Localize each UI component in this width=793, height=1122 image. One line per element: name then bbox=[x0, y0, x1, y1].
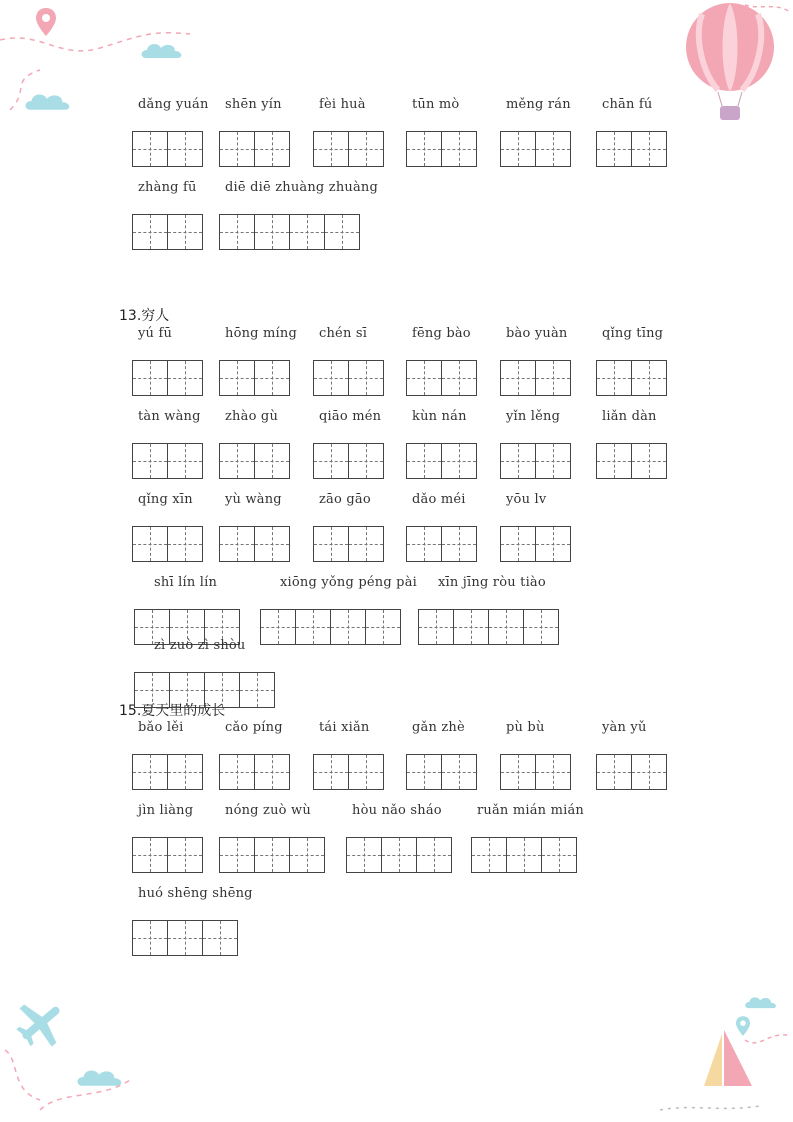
cloud-icon bbox=[22, 90, 74, 112]
tianzige-cell[interactable] bbox=[132, 920, 168, 956]
tianzige-cell[interactable] bbox=[132, 214, 168, 250]
pinyin-prompt: shēn yín bbox=[225, 97, 282, 112]
tianzige-cell[interactable] bbox=[204, 672, 240, 708]
tianzige-cell[interactable] bbox=[313, 443, 349, 479]
tianzige-cell[interactable] bbox=[418, 609, 454, 645]
tianzige-answer-grid[interactable] bbox=[500, 131, 572, 169]
tianzige-answer-grid[interactable] bbox=[313, 360, 385, 398]
tianzige-cell[interactable] bbox=[631, 443, 667, 479]
tianzige-cell[interactable] bbox=[313, 526, 349, 562]
tianzige-cell[interactable] bbox=[500, 754, 536, 790]
tianzige-cell[interactable] bbox=[441, 443, 477, 479]
tianzige-answer-grid[interactable] bbox=[219, 837, 327, 875]
tianzige-answer-grid[interactable] bbox=[132, 754, 204, 792]
tianzige-cell[interactable] bbox=[500, 131, 536, 167]
pinyin-prompt: pù bù bbox=[506, 720, 545, 735]
tianzige-answer-grid[interactable] bbox=[418, 609, 562, 647]
tianzige-cell[interactable] bbox=[348, 443, 384, 479]
tianzige-cell[interactable] bbox=[406, 754, 442, 790]
tianzige-cell[interactable] bbox=[254, 360, 290, 396]
tianzige-cell[interactable] bbox=[260, 609, 296, 645]
tianzige-cell[interactable] bbox=[631, 131, 667, 167]
pinyin-prompt: dǎo méi bbox=[412, 492, 466, 507]
tianzige-cell[interactable] bbox=[596, 131, 632, 167]
pinyin-prompt: zhàng fū bbox=[138, 180, 197, 195]
tianzige-cell[interactable] bbox=[219, 526, 255, 562]
pinyin-prompt: yù wàng bbox=[225, 492, 282, 507]
tianzige-cell[interactable] bbox=[506, 837, 542, 873]
tianzige-cell[interactable] bbox=[330, 609, 366, 645]
pinyin-prompt: diē diē zhuàng zhuàng bbox=[225, 180, 379, 195]
tianzige-cell[interactable] bbox=[441, 526, 477, 562]
tianzige-cell[interactable] bbox=[254, 214, 290, 250]
tianzige-cell[interactable] bbox=[346, 837, 382, 873]
tianzige-cell[interactable] bbox=[132, 360, 168, 396]
pinyin-prompt: chén sī bbox=[319, 326, 368, 341]
tianzige-cell[interactable] bbox=[406, 131, 442, 167]
tianzige-cell[interactable] bbox=[254, 526, 290, 562]
tianzige-cell[interactable] bbox=[219, 214, 255, 250]
tianzige-cell[interactable] bbox=[219, 754, 255, 790]
tianzige-cell[interactable] bbox=[167, 754, 203, 790]
tianzige-answer-grid[interactable] bbox=[471, 837, 579, 875]
tianzige-answer-grid[interactable] bbox=[132, 214, 204, 252]
sailboat-icon bbox=[700, 1030, 756, 1088]
pinyin-prompt: tàn wàng bbox=[138, 409, 201, 424]
pinyin-prompt: měng rán bbox=[506, 97, 571, 112]
tianzige-cell[interactable] bbox=[167, 526, 203, 562]
pinyin-prompt: shī lín lín bbox=[154, 575, 218, 590]
tianzige-cell[interactable] bbox=[453, 609, 489, 645]
tianzige-answer-grid[interactable] bbox=[406, 443, 478, 481]
tianzige-answer-grid[interactable] bbox=[406, 131, 478, 169]
tianzige-answer-grid[interactable] bbox=[132, 443, 204, 481]
tianzige-cell[interactable] bbox=[596, 443, 632, 479]
tianzige-answer-grid[interactable] bbox=[313, 526, 385, 564]
tianzige-cell[interactable] bbox=[471, 837, 507, 873]
tianzige-cell[interactable] bbox=[219, 443, 255, 479]
pinyin-prompt: fēng bào bbox=[412, 326, 471, 341]
pinyin-prompt: bào yuàn bbox=[506, 326, 568, 341]
pinyin-prompt: hōng míng bbox=[225, 326, 298, 341]
tianzige-cell[interactable] bbox=[535, 443, 571, 479]
pinyin-prompt: qǐng tīng bbox=[602, 326, 664, 341]
tianzige-cell[interactable] bbox=[289, 837, 325, 873]
tianzige-cell[interactable] bbox=[416, 837, 452, 873]
tianzige-answer-grid[interactable] bbox=[219, 360, 291, 398]
tianzige-answer-grid[interactable] bbox=[260, 609, 404, 647]
tianzige-cell[interactable] bbox=[239, 672, 275, 708]
tianzige-cell[interactable] bbox=[324, 214, 360, 250]
tianzige-cell[interactable] bbox=[167, 131, 203, 167]
tianzige-answer-grid[interactable] bbox=[406, 526, 478, 564]
tianzige-answer-grid[interactable] bbox=[346, 837, 454, 875]
tianzige-answer-grid[interactable] bbox=[596, 754, 668, 792]
pinyin-prompt: tūn mò bbox=[412, 97, 460, 112]
tianzige-cell[interactable] bbox=[254, 443, 290, 479]
tianzige-cell[interactable] bbox=[289, 214, 325, 250]
tianzige-cell[interactable] bbox=[441, 754, 477, 790]
pinyin-prompt: cǎo píng bbox=[225, 720, 283, 735]
pinyin-prompt: qiāo mén bbox=[319, 409, 382, 424]
tianzige-cell[interactable] bbox=[500, 526, 536, 562]
tianzige-cell[interactable] bbox=[541, 837, 577, 873]
tianzige-answer-grid[interactable] bbox=[219, 526, 291, 564]
tianzige-cell[interactable] bbox=[254, 754, 290, 790]
tianzige-cell[interactable] bbox=[535, 754, 571, 790]
tianzige-cell[interactable] bbox=[500, 443, 536, 479]
tianzige-cell[interactable] bbox=[441, 131, 477, 167]
tianzige-answer-grid[interactable] bbox=[406, 754, 478, 792]
tianzige-cell[interactable] bbox=[202, 920, 238, 956]
pinyin-prompt: yōu lv bbox=[506, 492, 547, 507]
tianzige-cell[interactable] bbox=[219, 360, 255, 396]
tianzige-answer-grid[interactable] bbox=[500, 443, 572, 481]
tianzige-cell[interactable] bbox=[406, 443, 442, 479]
pinyin-prompt: yǐn lěng bbox=[506, 409, 561, 424]
pinyin-prompt: yàn yǔ bbox=[602, 720, 647, 735]
pinyin-prompt: gǎn zhè bbox=[412, 720, 465, 735]
tianzige-cell[interactable] bbox=[535, 360, 571, 396]
location-pin-icon bbox=[36, 8, 56, 36]
tianzige-cell[interactable] bbox=[348, 754, 384, 790]
tianzige-cell[interactable] bbox=[167, 443, 203, 479]
tianzige-answer-grid[interactable] bbox=[313, 443, 385, 481]
pinyin-prompt: ruǎn mián mián bbox=[477, 803, 584, 818]
pinyin-prompt: kùn nán bbox=[412, 409, 467, 424]
pinyin-prompt: zhào gù bbox=[225, 409, 279, 424]
tianzige-answer-grid[interactable] bbox=[500, 360, 572, 398]
tianzige-cell[interactable] bbox=[631, 754, 667, 790]
tianzige-cell[interactable] bbox=[134, 672, 170, 708]
tianzige-answer-grid[interactable] bbox=[313, 754, 385, 792]
tianzige-cell[interactable] bbox=[254, 131, 290, 167]
tianzige-cell[interactable] bbox=[313, 754, 349, 790]
tianzige-cell[interactable] bbox=[167, 837, 203, 873]
tianzige-answer-grid[interactable] bbox=[596, 360, 668, 398]
tianzige-answer-grid[interactable] bbox=[132, 131, 204, 169]
pinyin-prompt: tái xiǎn bbox=[319, 720, 370, 735]
pinyin-prompt: huó shēng shēng bbox=[138, 886, 253, 901]
tianzige-cell[interactable] bbox=[348, 131, 384, 167]
tianzige-cell[interactable] bbox=[406, 360, 442, 396]
tianzige-answer-grid[interactable] bbox=[596, 443, 668, 481]
section-title-15: 15.夏天里的成长 bbox=[119, 703, 226, 719]
tianzige-cell[interactable] bbox=[596, 754, 632, 790]
pinyin-prompt: hòu nǎo sháo bbox=[352, 803, 442, 818]
tianzige-cell[interactable] bbox=[348, 526, 384, 562]
tianzige-answer-grid[interactable] bbox=[132, 360, 204, 398]
tianzige-cell[interactable] bbox=[631, 360, 667, 396]
airplane-icon bbox=[12, 994, 70, 1052]
cloud-icon bbox=[744, 994, 778, 1010]
tianzige-cell[interactable] bbox=[365, 609, 401, 645]
tianzige-cell[interactable] bbox=[167, 920, 203, 956]
tianzige-cell[interactable] bbox=[132, 131, 168, 167]
tianzige-answer-grid[interactable] bbox=[313, 131, 385, 169]
pinyin-prompt: bǎo lěi bbox=[138, 720, 184, 735]
tianzige-cell[interactable] bbox=[535, 526, 571, 562]
tianzige-cell[interactable] bbox=[500, 360, 536, 396]
tianzige-answer-grid[interactable] bbox=[132, 920, 240, 958]
tianzige-cell[interactable] bbox=[348, 360, 384, 396]
tianzige-cell[interactable] bbox=[313, 131, 349, 167]
tianzige-cell[interactable] bbox=[254, 837, 290, 873]
tianzige-cell[interactable] bbox=[488, 609, 524, 645]
decor-bottom-dots bbox=[660, 1100, 770, 1116]
tianzige-cell[interactable] bbox=[535, 131, 571, 167]
tianzige-cell[interactable] bbox=[132, 526, 168, 562]
tianzige-answer-grid[interactable] bbox=[406, 360, 478, 398]
tianzige-answer-grid[interactable] bbox=[596, 131, 668, 169]
tianzige-cell[interactable] bbox=[523, 609, 559, 645]
pinyin-prompt: chān fú bbox=[602, 97, 653, 112]
pinyin-prompt: jìn liàng bbox=[138, 803, 194, 818]
tianzige-answer-grid[interactable] bbox=[500, 526, 572, 564]
pinyin-prompt: dǎng yuán bbox=[138, 97, 209, 112]
pinyin-prompt: xiōng yǒng péng pài bbox=[280, 575, 418, 590]
tianzige-answer-grid[interactable] bbox=[219, 754, 291, 792]
pinyin-prompt: zì zuò zì shòu bbox=[154, 638, 246, 653]
tianzige-cell[interactable] bbox=[381, 837, 417, 873]
pinyin-prompt: zāo gāo bbox=[319, 492, 371, 507]
pinyin-prompt: yú fū bbox=[138, 326, 173, 341]
tianzige-answer-grid[interactable] bbox=[134, 672, 278, 710]
pinyin-prompt: nóng zuò wù bbox=[225, 803, 311, 818]
tianzige-cell[interactable] bbox=[132, 837, 168, 873]
tianzige-cell[interactable] bbox=[167, 360, 203, 396]
tianzige-cell[interactable] bbox=[219, 837, 255, 873]
tianzige-cell[interactable] bbox=[596, 360, 632, 396]
tianzige-cell[interactable] bbox=[167, 214, 203, 250]
tianzige-cell[interactable] bbox=[295, 609, 331, 645]
pinyin-prompt: liǎn dàn bbox=[602, 409, 657, 424]
tianzige-answer-grid[interactable] bbox=[219, 214, 363, 252]
tianzige-answer-grid[interactable] bbox=[500, 754, 572, 792]
cloud-icon bbox=[140, 40, 184, 60]
tianzige-cell[interactable] bbox=[313, 360, 349, 396]
tianzige-cell[interactable] bbox=[132, 443, 168, 479]
decor-top-right bbox=[740, 0, 793, 30]
tianzige-cell[interactable] bbox=[441, 360, 477, 396]
tianzige-answer-grid[interactable] bbox=[219, 443, 291, 481]
cloud-icon bbox=[74, 1066, 126, 1088]
tianzige-cell[interactable] bbox=[169, 672, 205, 708]
pinyin-prompt: xīn jīng ròu tiào bbox=[438, 575, 546, 590]
tianzige-cell[interactable] bbox=[219, 131, 255, 167]
tianzige-cell[interactable] bbox=[132, 754, 168, 790]
tianzige-cell[interactable] bbox=[406, 526, 442, 562]
tianzige-answer-grid[interactable] bbox=[132, 526, 204, 564]
tianzige-answer-grid[interactable] bbox=[132, 837, 204, 875]
tianzige-answer-grid[interactable] bbox=[219, 131, 291, 169]
section-title-13: 13.穷人 bbox=[119, 308, 170, 324]
pinyin-prompt: fèi huà bbox=[319, 97, 366, 112]
pinyin-prompt: qǐng xīn bbox=[138, 492, 193, 507]
